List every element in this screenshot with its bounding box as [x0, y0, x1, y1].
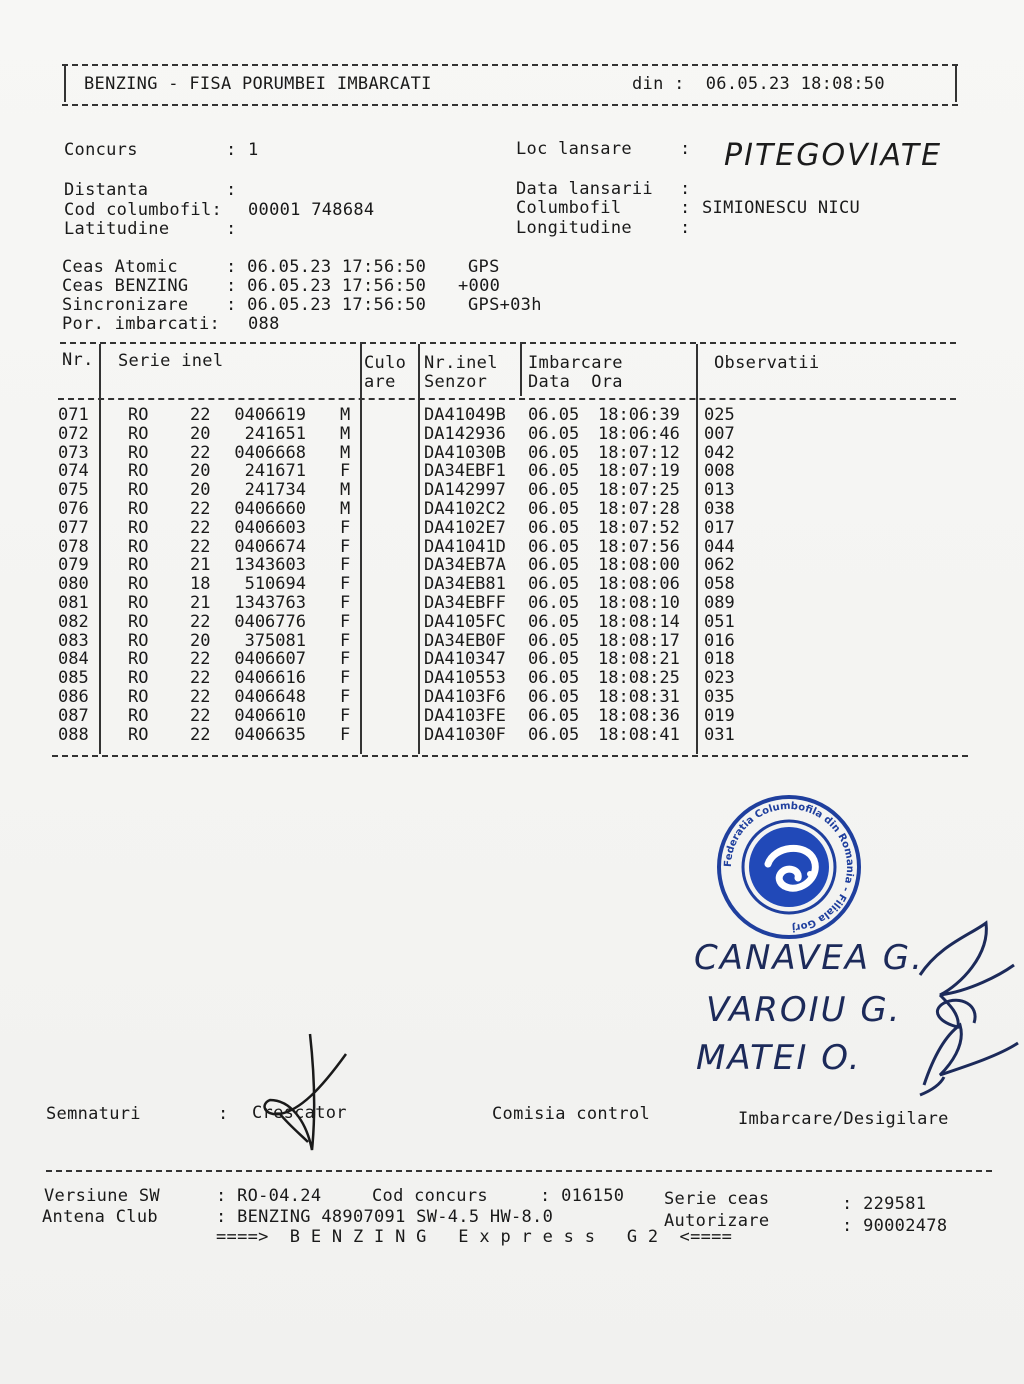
row-country: RO [128, 593, 149, 613]
row-year: 22 [190, 611, 211, 632]
row-year: 20 [190, 480, 211, 501]
distanta-label: Distanta [64, 180, 149, 200]
row-number: 080 [58, 574, 89, 595]
col-divider-sensor [520, 344, 522, 396]
row-year: 21 [190, 593, 211, 613]
row-number: 078 [58, 536, 89, 557]
row-ring-number: 0406619 [234, 405, 306, 425]
row-observation: 016 [704, 630, 735, 651]
row-observation: 017 [704, 517, 735, 538]
row-date: 06.05 [528, 649, 580, 670]
row-date: 06.05 [528, 517, 580, 538]
row-sex: M [340, 480, 351, 501]
row-observation: 008 [704, 461, 735, 482]
row-time: 18:08:36 [598, 705, 680, 726]
th-imbarcare-2: Data Ora [528, 372, 623, 392]
row-sensor-id: DA34EB81 [424, 574, 506, 595]
commission-signatures [900, 915, 1020, 1115]
row-country: RO [128, 649, 149, 670]
imbarcare-desigilare-label: Imbarcare/Desigilare [738, 1109, 949, 1129]
row-time: 18:08:31 [598, 687, 680, 707]
row-date: 06.05 [528, 687, 580, 707]
row-sex: F [340, 461, 351, 482]
row-country: RO [128, 499, 149, 519]
columbofil-label: Columbofil [516, 198, 622, 218]
row-ring-number: 0406610 [234, 705, 306, 726]
row-date: 06.05 [528, 630, 580, 651]
row-sex: F [340, 536, 351, 557]
distanta-sep: : [226, 180, 237, 200]
row-country: RO [128, 555, 149, 576]
row-sex: M [340, 499, 351, 519]
row-time: 18:07:12 [598, 442, 680, 463]
stamp-text: Federatia Columbofila din Romania - Filiala Gorj [722, 800, 856, 933]
date-value: 06.05.23 18:08:50 [705, 74, 885, 94]
col-divider-obs [696, 344, 698, 754]
row-time: 18:06:39 [598, 405, 680, 425]
row-year: 22 [190, 668, 211, 689]
comisia-control-label: Comisia control [492, 1104, 651, 1124]
ceas-benzing-extra: +000 [458, 276, 501, 296]
row-sex: F [340, 649, 351, 670]
th-observatii: Observatii [714, 353, 820, 373]
col-divider-nr [99, 344, 101, 754]
row-time: 18:08:21 [598, 649, 680, 670]
row-number: 079 [58, 555, 89, 576]
loc-lansare-label: Loc lansare [516, 139, 632, 159]
row-observation: 023 [704, 668, 735, 689]
row-date: 06.05 [528, 461, 580, 482]
row-country: RO [128, 611, 149, 632]
row-year: 18 [190, 574, 211, 595]
row-year: 22 [190, 536, 211, 557]
versiune-label: Versiune SW [44, 1186, 160, 1206]
row-sex: F [340, 611, 351, 632]
col-divider-serie [360, 344, 362, 754]
sincronizare-label: Sincronizare [62, 295, 189, 315]
row-sensor-id: DA41049B [424, 405, 506, 425]
semnaturi-label: Semnaturi [46, 1104, 141, 1124]
commission-name-1: CANAVEA G. [694, 938, 924, 978]
row-ring-number: 241734 [244, 480, 306, 501]
commission-name-3: MATEI O. [696, 1038, 862, 1078]
row-date: 06.05 [528, 499, 580, 519]
row-country: RO [128, 574, 149, 595]
row-ring-number: 1343603 [234, 555, 306, 576]
row-sensor-id: DA410553 [424, 668, 506, 689]
row-number: 083 [58, 630, 89, 651]
concurs-label: Concurs [64, 140, 138, 160]
row-date: 06.05 [528, 423, 580, 444]
data-lansarii-sep: : [680, 179, 691, 199]
row-observation: 044 [704, 536, 735, 557]
cod-concurs-value: : 016150 [540, 1186, 625, 1206]
row-ring-number: 241651 [244, 423, 306, 444]
row-year: 21 [190, 555, 211, 576]
cod-columbofil-label: Cod columbofil: [64, 200, 223, 220]
crescator-label: Crescator [252, 1103, 347, 1123]
row-observation: 018 [704, 649, 735, 670]
row-number: 087 [58, 705, 89, 726]
row-date: 06.05 [528, 668, 580, 689]
row-date: 06.05 [528, 405, 580, 425]
row-year: 22 [190, 687, 211, 707]
row-year: 20 [190, 630, 211, 651]
commission-name-2: VAROIU G. [706, 990, 902, 1030]
row-date: 06.05 [528, 724, 580, 745]
row-observation: 042 [704, 442, 735, 463]
sincronizare-extra: GPS+03h [468, 295, 542, 315]
row-sensor-id: DA410347 [424, 649, 506, 670]
cod-columbofil-value: 00001 748684 [248, 200, 375, 220]
row-ring-number: 0406648 [234, 687, 306, 707]
longitudine-label: Longitudine [516, 218, 632, 238]
ceas-atomic-label: Ceas Atomic [62, 257, 178, 277]
row-country: RO [128, 687, 149, 707]
row-date: 06.05 [528, 480, 580, 501]
row-sensor-id: DA4102E7 [424, 517, 506, 538]
row-observation: 089 [704, 593, 735, 613]
row-observation: 007 [704, 423, 735, 444]
row-ring-number: 510694 [244, 574, 306, 595]
row-sex: F [340, 630, 351, 651]
row-date: 06.05 [528, 555, 580, 576]
row-sex: F [340, 555, 351, 576]
row-country: RO [128, 668, 149, 689]
row-country: RO [128, 423, 149, 444]
row-ring-number: 0406607 [234, 649, 306, 670]
row-year: 22 [190, 405, 211, 425]
row-time: 18:07:56 [598, 536, 680, 557]
autorizare-value: : 90002478 [842, 1216, 948, 1236]
col-divider-culoare [418, 344, 420, 754]
row-time: 18:07:28 [598, 499, 680, 519]
th-culoare-2: are [364, 372, 396, 392]
row-year: 22 [190, 517, 211, 538]
columbofil-sep: : [680, 198, 691, 218]
por-imbarcati-value: 088 [248, 314, 280, 334]
th-culoare-1: Culo [364, 353, 407, 373]
semnaturi-sep: : [218, 1104, 229, 1124]
row-number: 082 [58, 611, 89, 632]
row-time: 18:07:19 [598, 461, 680, 482]
th-nrinel-2: Senzor [424, 372, 488, 392]
row-number: 074 [58, 461, 89, 482]
columbofil-value: SIMIONESCU NICU [702, 198, 861, 218]
row-ring-number: 0406603 [234, 517, 306, 538]
row-time: 18:06:46 [598, 423, 680, 444]
row-number: 086 [58, 687, 89, 707]
row-sensor-id: DA34EBF1 [424, 461, 506, 482]
row-sex: F [340, 593, 351, 613]
row-observation: 062 [704, 555, 735, 576]
row-year: 22 [190, 705, 211, 726]
row-number: 081 [58, 593, 89, 613]
footer-rule [46, 1170, 992, 1172]
row-number: 071 [58, 405, 89, 425]
sincronizare-value: : 06.05.23 17:56:50 [226, 295, 427, 315]
ceas-benzing-label: Ceas BENZING [62, 276, 189, 296]
row-year: 22 [190, 724, 211, 745]
row-year: 22 [190, 499, 211, 519]
crescator-signature [250, 1030, 360, 1170]
row-ring-number: 241671 [244, 461, 306, 482]
row-sensor-id: DA41041D [424, 536, 506, 557]
row-number: 085 [58, 668, 89, 689]
row-sensor-id: DA4102C2 [424, 499, 506, 519]
row-date: 06.05 [528, 593, 580, 613]
latitudine-sep: : [226, 219, 237, 239]
row-sex: F [340, 517, 351, 538]
antena-label: Antena Club [42, 1207, 158, 1227]
row-year: 20 [190, 423, 211, 444]
row-observation: 038 [704, 499, 735, 519]
row-time: 18:07:52 [598, 517, 680, 538]
row-time: 18:08:14 [598, 611, 680, 632]
row-ring-number: 0406776 [234, 611, 306, 632]
antena-value: : BENZING 48907091 SW-4.5 HW-8.0 [216, 1207, 554, 1227]
row-observation: 013 [704, 480, 735, 501]
concurs-value: 1 [248, 140, 259, 160]
row-sex: F [340, 705, 351, 726]
ceas-atomic-extra: GPS [468, 257, 500, 277]
row-country: RO [128, 517, 149, 538]
row-time: 18:08:41 [598, 724, 680, 745]
brand-line: ====> B E N Z I N G E x p r e s s G 2 <==== [216, 1227, 733, 1247]
row-sex: F [340, 574, 351, 595]
row-sensor-id: DA41030B [424, 442, 506, 463]
row-number: 077 [58, 517, 89, 538]
ceas-benzing-value: : 06.05.23 17:56:50 [226, 276, 427, 296]
row-sensor-id: DA34EBFF [424, 593, 506, 613]
concurs-sep: : [226, 140, 237, 160]
row-country: RO [128, 536, 149, 557]
row-year: 20 [190, 461, 211, 482]
row-number: 073 [58, 442, 89, 463]
row-time: 18:08:25 [598, 668, 680, 689]
row-observation: 025 [704, 405, 735, 425]
row-sensor-id: DA142936 [424, 423, 506, 444]
row-date: 06.05 [528, 536, 580, 557]
row-date: 06.05 [528, 705, 580, 726]
row-observation: 058 [704, 574, 735, 595]
row-country: RO [128, 480, 149, 501]
row-number: 084 [58, 649, 89, 670]
table-header-rule [58, 398, 956, 400]
row-observation: 051 [704, 611, 735, 632]
row-ring-number: 0406635 [234, 724, 306, 745]
row-time: 18:07:25 [598, 480, 680, 501]
th-imbarcare-1: Imbarcare [528, 353, 623, 373]
row-country: RO [128, 405, 149, 425]
th-nrinel-1: Nr.inel [424, 353, 498, 373]
row-sensor-id: DA4103FE [424, 705, 506, 726]
th-nr: Nr. [62, 350, 94, 370]
row-year: 22 [190, 649, 211, 670]
row-country: RO [128, 705, 149, 726]
serie-ceas-value: : 229581 [842, 1194, 927, 1214]
document-date [632, 74, 885, 94]
row-observation: 019 [704, 705, 735, 726]
row-ring-number: 375081 [244, 630, 306, 651]
header-bottom-rule [62, 104, 958, 106]
cod-concurs-label: Cod concurs [372, 1186, 488, 1206]
row-country: RO [128, 442, 149, 463]
row-ring-number: 0406616 [234, 668, 306, 689]
row-ring-number: 0406660 [234, 499, 306, 519]
row-sex: F [340, 668, 351, 689]
table-top-rule [60, 342, 956, 344]
row-number: 075 [58, 480, 89, 501]
row-date: 06.05 [528, 442, 580, 463]
data-lansarii-label: Data lansarii [516, 179, 653, 199]
header-right-border [955, 66, 957, 102]
row-sex: F [340, 724, 351, 745]
row-country: RO [128, 630, 149, 651]
row-country: RO [128, 461, 149, 482]
date-label: din : [632, 74, 685, 94]
row-observation: 035 [704, 687, 735, 707]
row-sensor-id: DA142997 [424, 480, 506, 501]
row-sex: M [340, 405, 351, 425]
row-number: 076 [58, 499, 89, 519]
row-number: 072 [58, 423, 89, 444]
row-sensor-id: DA34EB0F [424, 630, 506, 651]
row-year: 22 [190, 442, 211, 463]
row-sensor-id: DA34EB7A [424, 555, 506, 576]
header-top-rule [62, 64, 958, 66]
row-sex: M [340, 442, 351, 463]
row-sex: M [340, 423, 351, 444]
row-sensor-id: DA4105FC [424, 611, 506, 632]
row-ring-number: 0406668 [234, 442, 306, 463]
por-imbarcati-label: Por. imbarcati: [62, 314, 221, 334]
longitudine-sep: : [680, 218, 691, 238]
row-ring-number: 1343763 [234, 593, 306, 613]
table-bottom-rule [52, 755, 968, 757]
header-left-border [64, 66, 66, 102]
latitudine-label: Latitudine [64, 219, 170, 239]
document-title: BENZING - FISA PORUMBEI IMBARCATI [84, 74, 432, 94]
versiune-value: : RO-04.24 [216, 1186, 322, 1206]
row-observation: 031 [704, 724, 735, 745]
row-number: 088 [58, 724, 89, 745]
loc-lansare-sep: : [680, 139, 691, 159]
row-time: 18:08:06 [598, 574, 680, 595]
serie-ceas-label: Serie ceas [664, 1189, 770, 1209]
row-ring-number: 0406674 [234, 536, 306, 557]
row-date: 06.05 [528, 611, 580, 632]
row-sensor-id: DA4103F6 [424, 687, 506, 707]
row-time: 18:08:10 [598, 593, 680, 613]
autorizare-label: Autorizare [664, 1211, 770, 1231]
club-stamp [716, 794, 862, 940]
row-time: 18:08:00 [598, 555, 680, 576]
row-time: 18:08:17 [598, 630, 680, 651]
ceas-atomic-value: : 06.05.23 17:56:50 [226, 257, 427, 277]
row-sex: F [340, 687, 351, 707]
row-country: RO [128, 724, 149, 745]
row-date: 06.05 [528, 574, 580, 595]
row-sensor-id: DA41030F [424, 724, 506, 745]
th-serie: Serie inel [118, 351, 224, 371]
loc-lansare-handwritten: PITEGOVIATE [724, 138, 943, 173]
